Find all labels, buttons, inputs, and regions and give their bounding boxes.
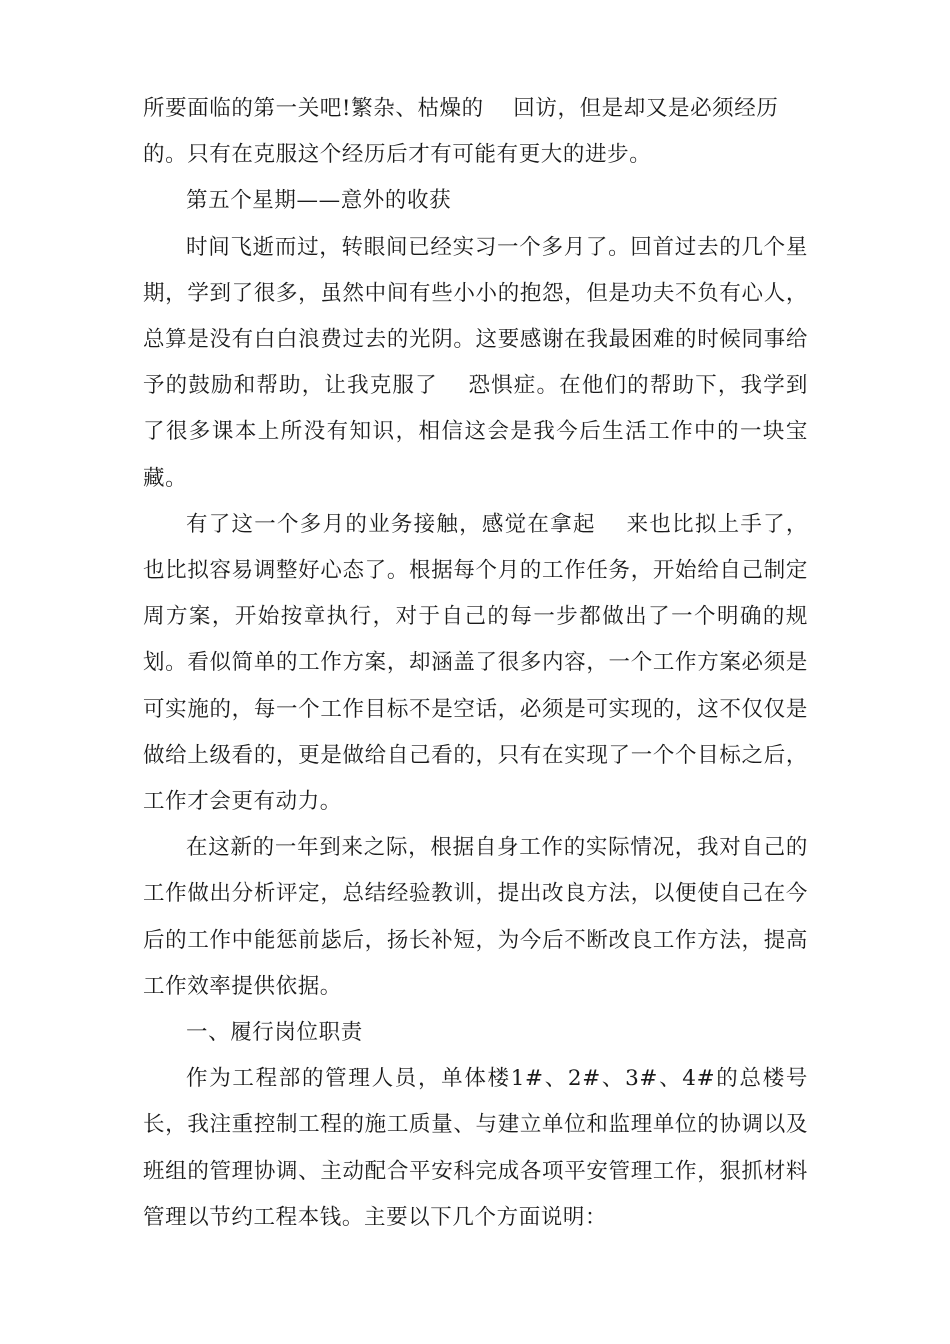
paragraph-work-planning: 有了这一个多月的业务接触，感觉在拿起 来也比拟上手了，也比拟容易调整好心态了。根据每个月的工作任务，开始给自己制定周方案，开始按章执行，对于自己的每一步都做出了一个明确的规划。看似简单的工作方案，却涵盖了很多内容，一个工作方案必须是可实施的，每一个工作目标不是空话，必须是可实现的，这不仅仅是做给上级看的，更是做给自己看的，只有在实现了一个个目标之后，工作才会更有动力。 xyxy=(143,511,808,815)
paragraph-continuation: 所要面临的第一关吧!繁杂、枯燥的 回访，但是却又是必须经历的。只有在克服这个经历后才有可能有更大的进步。 xyxy=(143,96,779,168)
paragraph-internship-reflection: 时间飞逝而过，转眼间已经实习一个多月了。回首过去的几个星期，学到了很多，虽然中间有些小小的抱怨，但是功夫不负有心人，总算是没有白白浪费过去的光阴。这要感谢在我最困难的时候同事给予的鼓励和帮助，让我克服了 恐惧症。在他们的帮助下，我学到了很多课本上所没有知识，相信这会是我今后生活工作中的一块宝藏。 xyxy=(143,234,808,491)
section-heading-job-duties: 一、履行岗位职责 xyxy=(186,1020,363,1046)
paragraph-new-year-review: 在这新的一年到来之际，根据自身工作的实际情况，我对自己的工作做出分析评定，总结经验教训，提出改良方法，以便使自己在今后的工作中能惩前毖后，扬长补短，为今后不断改良工作方法，提高工作效率提供依据。 xyxy=(143,835,808,999)
paragraph-engineering-management: 作为工程部的管理人员，单体楼1#、2#、3#、4#的总楼号长，我注重控制工程的施工质量、与建立单位和监理单位的协调以及班组的管理协调、主动配合平安科完成各项平安管理工作，狠抓材料管理以节约工程本钱。主要以下几个方面说明： xyxy=(143,1066,808,1230)
section-heading-week-five: 第五个星期——意外的收获 xyxy=(186,188,452,214)
document-body xyxy=(143,86,808,1241)
